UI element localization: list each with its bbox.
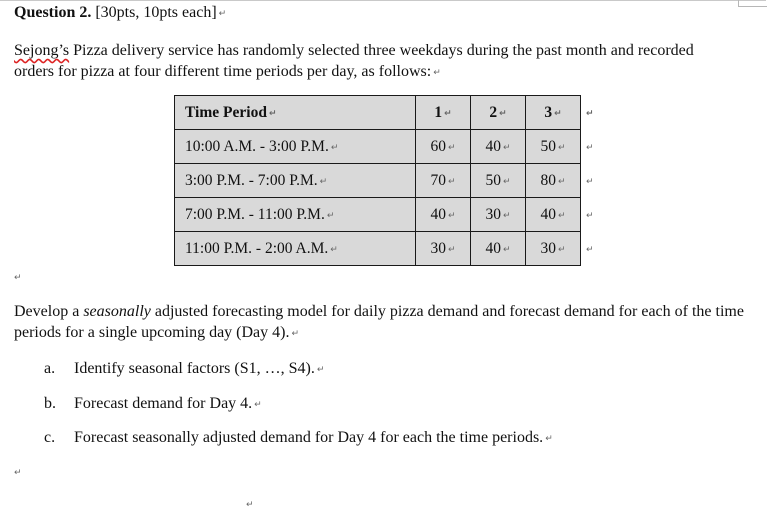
header-day-2: 2 ↵ xyxy=(471,96,526,130)
time-period-cell: 3:00 P.M. - 7:00 P.M. ↵ xyxy=(175,164,416,198)
table-row xyxy=(175,130,599,164)
list-item: a. Identify seasonal factors (S1, …, S4). ↵ xyxy=(44,360,325,377)
orders-cell: 40 ↵ xyxy=(471,130,526,164)
time-period-cell: 10:00 A.M. - 3:00 P.M. ↵ xyxy=(175,130,416,164)
orders-cell: 30 ↵ xyxy=(416,232,471,266)
orders-cell: 70 ↵ xyxy=(416,164,471,198)
row-end-mark: ↵ xyxy=(586,244,594,255)
task-description xyxy=(14,301,744,345)
paragraph-mark: ↵ xyxy=(14,468,22,478)
question-points: [30pts, 10pts each] xyxy=(95,4,217,21)
orders-cell: 30 ↵ xyxy=(471,198,526,232)
list-item-text: Forecast demand for Day 4. xyxy=(74,395,253,412)
orders-cell: 80 ↵ xyxy=(526,164,581,198)
orders-cell: 40 ↵ xyxy=(416,198,471,232)
question-title: Question 2. xyxy=(14,4,92,21)
table-row xyxy=(175,232,599,266)
header-time-period: Time Period ↵ xyxy=(175,96,416,130)
paragraph-mark: ↵ xyxy=(291,329,300,339)
list-item: b. Forecast demand for Day 4. ↵ xyxy=(44,395,262,412)
table-row xyxy=(175,198,599,232)
list-item-text: Identify seasonal factors (S1, …, S4). xyxy=(74,360,315,377)
table-row xyxy=(175,164,599,198)
task-rest: adjusted forecasting model for daily pizza demand and forecast demand for each of the time periods for a single upcoming day (Day 4). xyxy=(14,303,744,341)
task-prefix: Develop a xyxy=(14,303,80,320)
list-item: c. Forecast seasonally adjusted demand for Day 4 for each the time periods. ↵ xyxy=(44,429,553,446)
paragraph-mark: ↵ xyxy=(246,500,254,510)
paragraph-mark: ↵ xyxy=(433,68,441,78)
company-name: Sejong’s xyxy=(14,42,70,59)
paragraph-mark: ↵ xyxy=(218,9,227,19)
list-item-label: a. xyxy=(44,360,56,377)
orders-table xyxy=(174,95,599,266)
row-end-mark: ↵ xyxy=(586,108,594,119)
intro-text: Pizza delivery service has randomly selected three weekdays during the past month and recorded orders for pizza at four different time periods per day, as follows: xyxy=(14,42,694,80)
header-day-1: 1 ↵ xyxy=(416,96,471,130)
problem-intro xyxy=(14,40,734,84)
page-corner-mark xyxy=(738,0,767,7)
list-item-text: Forecast seasonally adjusted demand for Day 4 for each the time periods. xyxy=(74,429,544,446)
list-item-label: b. xyxy=(44,395,56,412)
orders-cell: 30 ↵ xyxy=(526,232,581,266)
paragraph-mark: ↵ xyxy=(14,273,22,283)
time-period-cell: 11:00 P.M. - 2:00 A.M. ↵ xyxy=(175,232,416,266)
row-end-mark: ↵ xyxy=(586,210,594,221)
page-top-rule xyxy=(0,0,766,1)
orders-cell: 50 ↵ xyxy=(471,164,526,198)
table-header-row xyxy=(175,96,599,130)
row-end-mark: ↵ xyxy=(586,142,594,153)
orders-cell: 40 ↵ xyxy=(471,232,526,266)
time-period-cell: 7:00 P.M. - 11:00 P.M. ↵ xyxy=(175,198,416,232)
orders-cell: 50 ↵ xyxy=(526,130,581,164)
task-emphasis: seasonally xyxy=(83,303,151,320)
orders-cell: 40 ↵ xyxy=(526,198,581,232)
question-heading xyxy=(14,4,226,22)
row-end-mark: ↵ xyxy=(586,176,594,187)
orders-cell: 60 ↵ xyxy=(416,130,471,164)
list-item-label: c. xyxy=(44,429,56,446)
header-day-3: 3 ↵ xyxy=(526,96,581,130)
